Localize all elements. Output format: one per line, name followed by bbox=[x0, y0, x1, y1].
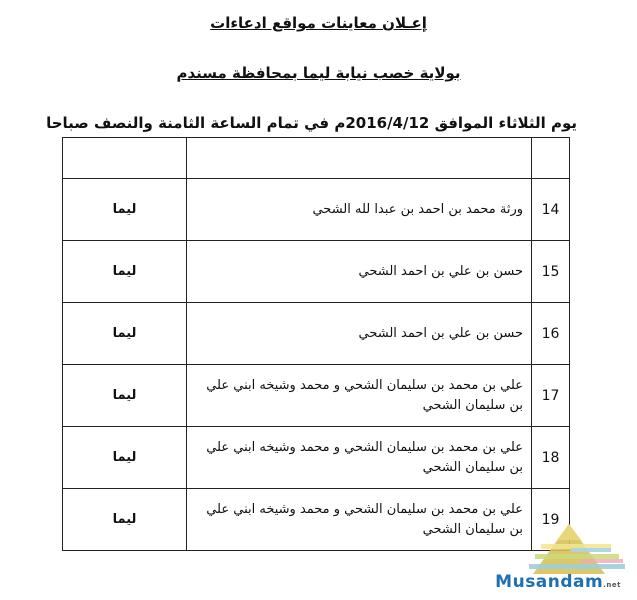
table-header-row bbox=[63, 138, 570, 179]
pyramid-logo-icon bbox=[511, 514, 629, 576]
page-title: إعـلان معاينات مواقع ادعاءات bbox=[210, 14, 427, 32]
table-row bbox=[63, 303, 570, 365]
header-cell-number bbox=[532, 138, 570, 179]
row-number: 14 bbox=[532, 179, 570, 241]
table-row bbox=[63, 179, 570, 241]
header-cell-location bbox=[63, 138, 187, 179]
watermark-suffix: .net bbox=[603, 581, 621, 589]
row-number: 18 bbox=[532, 427, 570, 489]
table-row bbox=[63, 427, 570, 489]
table-row bbox=[63, 241, 570, 303]
row-location: ليما bbox=[63, 179, 187, 241]
row-location: ليما bbox=[63, 303, 187, 365]
row-name: علي بن محمد بن سليمان الشحي و محمد وشيخه ابني علي بن سليمان الشحي bbox=[187, 365, 532, 427]
row-number: 19 bbox=[532, 489, 570, 551]
watermark-text: Musandam.net bbox=[495, 572, 621, 592]
row-name: علي بن محمد بن سليمان الشحي و محمد وشيخه ابني علي بن سليمان الشحي bbox=[187, 427, 532, 489]
row-number: 15 bbox=[532, 241, 570, 303]
row-number: 16 bbox=[532, 303, 570, 365]
musandam-watermark bbox=[495, 514, 629, 594]
page-subtitle: بولاية خصب نيابة ليما بمحافظة مسندم bbox=[176, 64, 461, 82]
row-location: ليما bbox=[63, 489, 187, 551]
row-number: 17 bbox=[532, 365, 570, 427]
table-row bbox=[63, 489, 570, 551]
row-location: ليما bbox=[63, 427, 187, 489]
row-name: ورثة محمد بن احمد بن عبدا لله الشحي bbox=[187, 179, 532, 241]
row-name: حسن بن علي بن احمد الشحي bbox=[187, 303, 532, 365]
claims-table bbox=[62, 137, 570, 551]
date-line: يوم الثلاثاء الموافق 2016/4/12م في تمام الساعة الثامنة والنصف صباحا bbox=[46, 114, 577, 132]
header-cell-name bbox=[187, 138, 532, 179]
table-row bbox=[63, 365, 570, 427]
row-location: ليما bbox=[63, 241, 187, 303]
row-location: ليما bbox=[63, 365, 187, 427]
row-name: حسن بن علي بن احمد الشحي bbox=[187, 241, 532, 303]
row-name: علي بن محمد بن سليمان الشحي و محمد وشيخه ابني علي بن سليمان الشحي bbox=[187, 489, 532, 551]
